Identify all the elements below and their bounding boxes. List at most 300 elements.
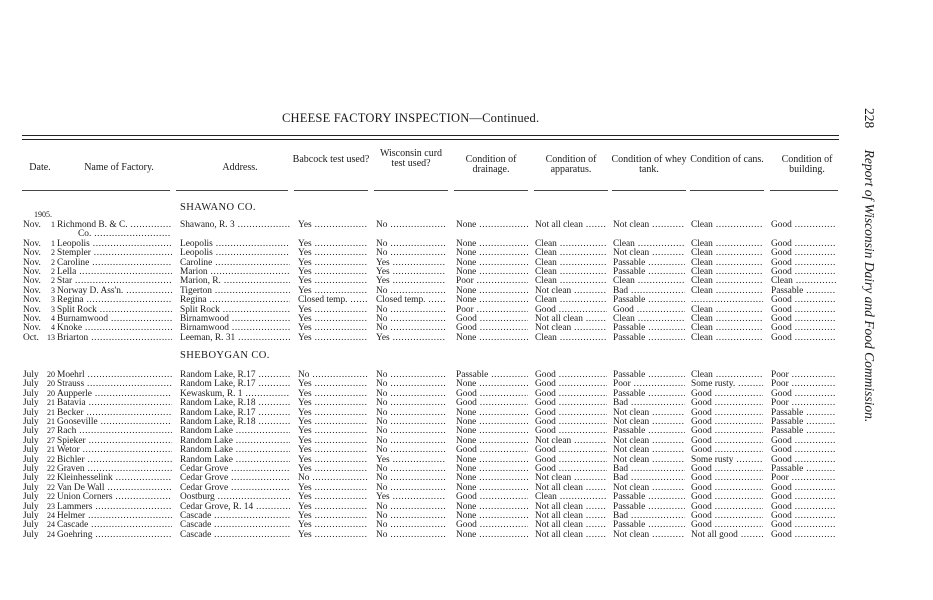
- table-cell: Passable .....: [613, 502, 685, 512]
- cell-day: 22: [47, 464, 55, 473]
- table-cell: Yes .....: [298, 389, 368, 399]
- table-cell: Passable .....: [613, 370, 685, 380]
- cell-day: 3: [51, 304, 55, 314]
- table-cell: Split Rock .....: [57, 305, 172, 315]
- table-cell: Good .....: [771, 502, 836, 512]
- table-cell: Passable .....: [613, 389, 685, 399]
- table-cell: Cascade .....: [180, 520, 290, 530]
- table-cell: Yes .....: [298, 220, 368, 230]
- table-cell: None .....: [456, 502, 528, 512]
- table-cell: Poor .....: [771, 370, 836, 380]
- cell-day: 1: [51, 238, 55, 248]
- table-cell: Stempler .....: [57, 248, 172, 258]
- cell-day: 3: [51, 295, 55, 305]
- table-cell: Passable .....: [613, 323, 685, 333]
- cell-month: July: [23, 464, 39, 474]
- cell-day: 24: [47, 520, 55, 530]
- column-header: Name of Factory.: [84, 162, 154, 173]
- table-cell: Caroline .....: [57, 258, 172, 268]
- table-cell: Clean .....: [535, 276, 607, 286]
- table-cell: None .....: [456, 436, 528, 446]
- table-cell: Good .....: [535, 464, 607, 474]
- cell-month: July: [23, 379, 39, 390]
- cell-month: Nov.: [23, 285, 41, 296]
- table-cell: Not clean .....: [535, 473, 607, 483]
- table-cell: Clean .....: [613, 239, 685, 249]
- table-cell: Clean .....: [691, 333, 763, 343]
- table-cell: Good .....: [456, 314, 528, 324]
- table-cell: Clean .....: [535, 333, 607, 343]
- table-cell: Random Lake, R.17 .....: [180, 408, 290, 418]
- table-cell: Poor .....: [613, 379, 685, 389]
- table-cell: Clean .....: [691, 220, 763, 230]
- column-header: Address.: [222, 162, 258, 173]
- cell-day: 23: [47, 501, 55, 511]
- table-cell: Yes .....: [298, 258, 368, 268]
- table-cell: Good .....: [771, 220, 836, 230]
- table-cell: None .....: [456, 239, 528, 249]
- table-cell: Cedar Grove .....: [180, 483, 290, 493]
- table-cell: Clean .....: [613, 314, 685, 324]
- cell-day: 2: [51, 267, 55, 276]
- header-rule: [22, 190, 170, 191]
- table-cell: Clean .....: [771, 276, 836, 286]
- table-cell: Good .....: [771, 530, 836, 540]
- cell-month: July: [23, 529, 39, 540]
- table-cell: Good .....: [771, 248, 836, 258]
- table-cell: Good .....: [535, 408, 607, 418]
- table-cell: Good .....: [535, 426, 607, 436]
- cell-month: July: [23, 417, 39, 427]
- table-cell: Passable .....: [613, 426, 685, 436]
- table-cell: Leopolis .....: [57, 239, 172, 249]
- table-cell: Van De Wall .....: [57, 483, 172, 493]
- cell-month: July: [23, 473, 39, 484]
- table-cell: Spieker .....: [57, 436, 172, 446]
- table-cell: None .....: [456, 248, 528, 258]
- table-cell: Not clean .....: [613, 408, 685, 418]
- table-cell: Bad .....: [613, 286, 685, 296]
- table-cell: No .....: [376, 305, 446, 315]
- cell-day: 21: [47, 398, 55, 408]
- table-cell: Bad .....: [613, 464, 685, 474]
- table-cell: Good .....: [771, 295, 836, 305]
- table-cell: Good .....: [771, 520, 836, 530]
- table-cell: No .....: [376, 436, 446, 446]
- table-cell: Yes .....: [298, 286, 368, 296]
- table-cell: Not clean .....: [613, 220, 685, 230]
- table-cell: No .....: [376, 417, 446, 427]
- title-rule-top: [22, 135, 839, 136]
- table-cell: Passable .....: [771, 408, 836, 418]
- table-cell: Regina .....: [57, 295, 172, 305]
- table-cell: Good .....: [771, 305, 836, 315]
- cell-month: July: [23, 407, 39, 418]
- table-cell: None .....: [456, 379, 528, 389]
- table-cell: Yes .....: [298, 455, 368, 465]
- cell-day: 27: [47, 426, 55, 436]
- table-cell: Good .....: [456, 323, 528, 333]
- table-cell: Not clean .....: [613, 483, 685, 493]
- column-header: Condition of apparatus.: [545, 154, 597, 175]
- table-cell: No .....: [376, 286, 446, 296]
- table-cell: Good .....: [771, 258, 836, 268]
- cell-day: 24: [47, 529, 55, 539]
- table-cell: Closed temp. .....: [376, 295, 446, 305]
- table-cell: No .....: [376, 483, 446, 493]
- table-cell: Good .....: [535, 455, 607, 465]
- table-cell: Yes .....: [298, 239, 368, 249]
- header-rule: [294, 190, 368, 191]
- table-cell: Yes .....: [298, 426, 368, 436]
- table-cell: Good .....: [535, 305, 607, 315]
- section-heading: SHAWANO CO.: [180, 202, 256, 213]
- table-cell: Yes .....: [298, 398, 368, 408]
- side-title: Report of Wisconsin Dairy and Food Commission.: [862, 149, 877, 423]
- table-cell: Graven .....: [57, 464, 172, 474]
- cell-day: 20: [47, 388, 55, 398]
- table-cell: Passable .....: [613, 333, 685, 343]
- table-cell: None .....: [456, 286, 528, 296]
- table-cell: Good .....: [771, 239, 836, 249]
- table-cell: Norway D. Ass'n. .....: [57, 286, 172, 296]
- table-cell: Good .....: [691, 492, 763, 502]
- table-cell: Clean .....: [691, 323, 763, 333]
- table-cell: Good .....: [691, 464, 763, 474]
- table-cell: Not all clean .....: [535, 511, 607, 521]
- table-cell: Cascade .....: [180, 511, 290, 521]
- cell-month: Nov.: [23, 220, 41, 230]
- cell-day: 13: [47, 332, 55, 342]
- table-cell: None .....: [456, 258, 528, 268]
- table-cell: Clean .....: [535, 295, 607, 305]
- table-cell: Good .....: [691, 473, 763, 483]
- table-cell: Passable .....: [613, 520, 685, 530]
- table-cell: Good .....: [771, 492, 836, 502]
- table-cell: Yes .....: [298, 511, 368, 521]
- table-cell: Leopolis .....: [180, 239, 290, 249]
- header-rule: [690, 190, 764, 191]
- table-cell: Random Lake .....: [180, 426, 290, 436]
- table-cell: None .....: [456, 333, 528, 343]
- table-cell: Good .....: [456, 492, 528, 502]
- table-cell: Not clean .....: [535, 323, 607, 333]
- table-cell: No .....: [376, 314, 446, 324]
- table-cell: Yes .....: [298, 417, 368, 427]
- column-header: Condition of cans.: [690, 154, 764, 165]
- table-cell: Clean .....: [691, 267, 763, 277]
- table-cell: Poor .....: [771, 473, 836, 483]
- table-cell: Good .....: [771, 511, 836, 521]
- table-cell: Not clean .....: [535, 436, 607, 446]
- cell-month: Nov.: [23, 257, 41, 268]
- table-cell: Good .....: [691, 398, 763, 408]
- table-cell: No .....: [376, 379, 446, 389]
- table-cell: Birnamwood .....: [180, 323, 290, 333]
- table-cell: Good .....: [535, 389, 607, 399]
- table-cell: Yes .....: [298, 248, 368, 258]
- table-cell: Good .....: [456, 389, 528, 399]
- table-cell: Yes .....: [298, 436, 368, 446]
- cell-day: 22: [47, 473, 55, 483]
- table-cell: Poor .....: [771, 379, 836, 389]
- table-cell: Not clean .....: [613, 417, 685, 427]
- table-cell: Briarton .....: [57, 333, 172, 343]
- table-cell: No .....: [376, 370, 446, 380]
- table-cell: Good .....: [691, 502, 763, 512]
- table-cell: Clean .....: [691, 314, 763, 324]
- cell-day: 24: [47, 511, 55, 520]
- header-rule: [770, 190, 838, 191]
- table-cell: Good .....: [691, 426, 763, 436]
- table-cell: Random Lake .....: [180, 436, 290, 446]
- table-cell: None .....: [456, 483, 528, 493]
- table-cell: Not all clean .....: [535, 483, 607, 493]
- cell-day: 2: [51, 257, 55, 267]
- table-cell: Not clean .....: [535, 286, 607, 296]
- table-cell: Yes .....: [298, 483, 368, 493]
- table-cell: Passable .....: [456, 370, 528, 380]
- table-cell: Clean .....: [691, 276, 763, 286]
- table-cell: Clean .....: [691, 258, 763, 268]
- title-rule-bottom: [22, 139, 839, 140]
- table-cell: Passable .....: [771, 286, 836, 296]
- table-cell: Bad .....: [613, 398, 685, 408]
- table-cell: Good .....: [771, 436, 836, 446]
- column-header: Condition of whey tank.: [611, 154, 687, 175]
- cell-day: 20: [47, 370, 55, 379]
- year-label: 1905.: [34, 210, 52, 219]
- table-cell: Tigerton .....: [180, 286, 290, 296]
- column-header: Date.: [29, 162, 51, 173]
- cell-month: Nov.: [23, 323, 41, 334]
- table-cell: Poor .....: [771, 398, 836, 408]
- table-cell: Not clean .....: [613, 248, 685, 258]
- table-cell: None .....: [456, 417, 528, 427]
- table-cell: No .....: [376, 398, 446, 408]
- table-cell: None .....: [456, 267, 528, 277]
- table-cell: Yes .....: [298, 445, 368, 455]
- table-cell: Random Lake, R.18 .....: [180, 417, 290, 427]
- cell-month: July: [23, 388, 39, 399]
- table-cell: Good .....: [691, 520, 763, 530]
- cell-month: July: [23, 501, 39, 512]
- cell-month: July: [23, 511, 39, 521]
- table-cell: Clean .....: [691, 248, 763, 258]
- cell-month: Nov.: [23, 314, 41, 324]
- table-cell: Cascade .....: [57, 520, 172, 530]
- table-cell: Lella .....: [57, 267, 172, 277]
- header-rule: [176, 190, 288, 191]
- table-cell: Good .....: [535, 445, 607, 455]
- table-cell: No .....: [376, 408, 446, 418]
- cell-month: July: [23, 454, 39, 465]
- table-cell: No .....: [376, 323, 446, 333]
- table-cell: None .....: [456, 455, 528, 465]
- table-cell: Clean .....: [613, 276, 685, 286]
- table-cell: Good .....: [456, 398, 528, 408]
- table-cell: None .....: [456, 295, 528, 305]
- table-cell: No .....: [376, 502, 446, 512]
- table-cell: Yes .....: [298, 314, 368, 324]
- table-cell: No .....: [376, 445, 446, 455]
- column-header: Babcock test used?: [292, 154, 370, 165]
- table-cell: Yes .....: [376, 333, 446, 343]
- table-cell: Good .....: [691, 417, 763, 427]
- cell-month: Nov.: [23, 238, 41, 249]
- table-cell: Good .....: [691, 389, 763, 399]
- table-cell: Not clean .....: [613, 530, 685, 540]
- table-cell: Some rusty. .....: [691, 379, 763, 389]
- cell-month: July: [23, 435, 39, 446]
- table-cell: Batavia .....: [57, 398, 172, 408]
- table-cell: Knoke .....: [57, 323, 172, 333]
- table-cell: None .....: [456, 511, 528, 521]
- column-header: Condition of drainage.: [465, 154, 517, 175]
- table-cell: None .....: [456, 473, 528, 483]
- table-cell: Yes .....: [298, 276, 368, 286]
- table-cell: Rach .....: [57, 426, 172, 436]
- table-cell: Burnamwood .....: [57, 314, 172, 324]
- table-cell: Star .....: [57, 276, 172, 286]
- table-cell: Good .....: [691, 436, 763, 446]
- table-cell: Good .....: [691, 408, 763, 418]
- table-cell: Good .....: [771, 323, 836, 333]
- table-cell: Clean .....: [535, 267, 607, 277]
- table-cell: Marion, R. .....: [180, 276, 290, 286]
- cell-day: 4: [51, 323, 55, 333]
- table-cell: Yes .....: [298, 305, 368, 315]
- cell-date: [23, 333, 57, 343]
- table-cell: None .....: [456, 530, 528, 540]
- table-cell: Bad .....: [613, 511, 685, 521]
- table-cell: Not all clean .....: [535, 520, 607, 530]
- table-cell: Passable .....: [613, 258, 685, 268]
- table-cell: Clean .....: [691, 286, 763, 296]
- table-cell: Random Lake .....: [180, 445, 290, 455]
- table-cell: Not clean .....: [613, 436, 685, 446]
- table-cell: Shawano, R. 3 .....: [180, 220, 290, 230]
- table-cell: Caroline .....: [180, 258, 290, 268]
- table-cell: None .....: [456, 408, 528, 418]
- table-cell: Yes .....: [298, 530, 368, 540]
- table-cell: Yes .....: [376, 258, 446, 268]
- cell-month: Nov.: [23, 248, 41, 259]
- table-cell: Yes .....: [298, 379, 368, 389]
- table-cell: Yes .....: [298, 333, 368, 343]
- cell-month: July: [23, 426, 39, 437]
- table-cell: Union Corners .....: [57, 492, 172, 502]
- column-header: Condition of building.: [781, 154, 833, 175]
- table-cell: Good .....: [771, 267, 836, 277]
- table-cell: No .....: [376, 464, 446, 474]
- table-cell: Bad .....: [613, 473, 685, 483]
- table-cell: Good .....: [456, 445, 528, 455]
- table-cell: Passable .....: [613, 267, 685, 277]
- table-cell: No .....: [376, 239, 446, 249]
- table-cell: Yes .....: [298, 267, 368, 277]
- cell-day: 22: [47, 492, 55, 502]
- cell-month: Nov.: [23, 304, 41, 315]
- table-cell: Yes .....: [376, 455, 446, 465]
- table-cell: Kleinhesselink .....: [57, 473, 172, 483]
- cell-day: 1: [51, 220, 55, 229]
- cell-day: 21: [47, 445, 55, 455]
- table-cell: Yes .....: [298, 502, 368, 512]
- cell-month: July: [23, 492, 39, 503]
- cell-day: 20: [47, 379, 55, 389]
- table-cell: Yes .....: [298, 464, 368, 474]
- cell-day: 21: [47, 417, 55, 426]
- table-cell: Not all clean .....: [535, 530, 607, 540]
- table-row: [0, 333, 845, 343]
- table-cell: Yes .....: [298, 520, 368, 530]
- column-header: Wisconsin curd test used?: [379, 148, 443, 169]
- table-cell: Good .....: [771, 314, 836, 324]
- name-continuation: Co. .....: [78, 229, 170, 239]
- table-cell: Moehrl .....: [57, 370, 172, 380]
- table-cell: Random Lake, R.17 .....: [180, 370, 290, 380]
- cell-day: 4: [51, 314, 55, 323]
- page-number: 228: [862, 108, 877, 129]
- table-cell: No .....: [376, 511, 446, 521]
- table-cell: Good .....: [771, 333, 836, 343]
- header-rule: [374, 190, 448, 191]
- table-cell: Birnamwood .....: [180, 314, 290, 324]
- table-cell: Yes .....: [298, 492, 368, 502]
- table-cell: Yes .....: [298, 408, 368, 418]
- table-cell: Good .....: [771, 455, 836, 465]
- table-cell: Good .....: [771, 389, 836, 399]
- cell-day: 21: [47, 407, 55, 417]
- table-cell: Oostburg .....: [180, 492, 290, 502]
- table-cell: Good .....: [535, 379, 607, 389]
- table-cell: Not all clean .....: [535, 314, 607, 324]
- side-running-head: [851, 108, 877, 518]
- cell-month: Nov.: [23, 295, 41, 306]
- table-cell: No .....: [376, 220, 446, 230]
- table-cell: Cedar Grove .....: [180, 464, 290, 474]
- table-cell: No .....: [376, 248, 446, 258]
- table-cell: Good .....: [456, 520, 528, 530]
- table-cell: None .....: [456, 464, 528, 474]
- table-cell: Good .....: [535, 370, 607, 380]
- cell-month: Oct.: [23, 332, 39, 343]
- table-cell: Random Lake .....: [180, 455, 290, 465]
- table-cell: Not all clean .....: [535, 220, 607, 230]
- cell-day: 27: [47, 435, 55, 445]
- header-rule: [612, 190, 686, 191]
- table-cell: Cedar Grove .....: [180, 473, 290, 483]
- cell-month: Nov.: [23, 267, 41, 277]
- table-cell: Yes .....: [376, 276, 446, 286]
- table-cell: Good .....: [771, 483, 836, 493]
- table-cell: Clean .....: [691, 239, 763, 249]
- table-cell: Wetor .....: [57, 445, 172, 455]
- table-cell: Aupperle .....: [57, 389, 172, 399]
- table-cell: Not clean .....: [613, 445, 685, 455]
- table-cell: Good .....: [691, 511, 763, 521]
- cell-month: July: [23, 482, 39, 493]
- cell-month: Nov.: [23, 276, 41, 287]
- page-title: CHEESE FACTORY INSPECTION—Continued.: [282, 111, 540, 125]
- cell-month: July: [23, 398, 39, 409]
- table-cell: Marion .....: [180, 267, 290, 277]
- table-cell: Good .....: [691, 483, 763, 493]
- table-cell: No .....: [376, 473, 446, 483]
- cell-month: July: [23, 370, 39, 380]
- table-cell: No .....: [376, 520, 446, 530]
